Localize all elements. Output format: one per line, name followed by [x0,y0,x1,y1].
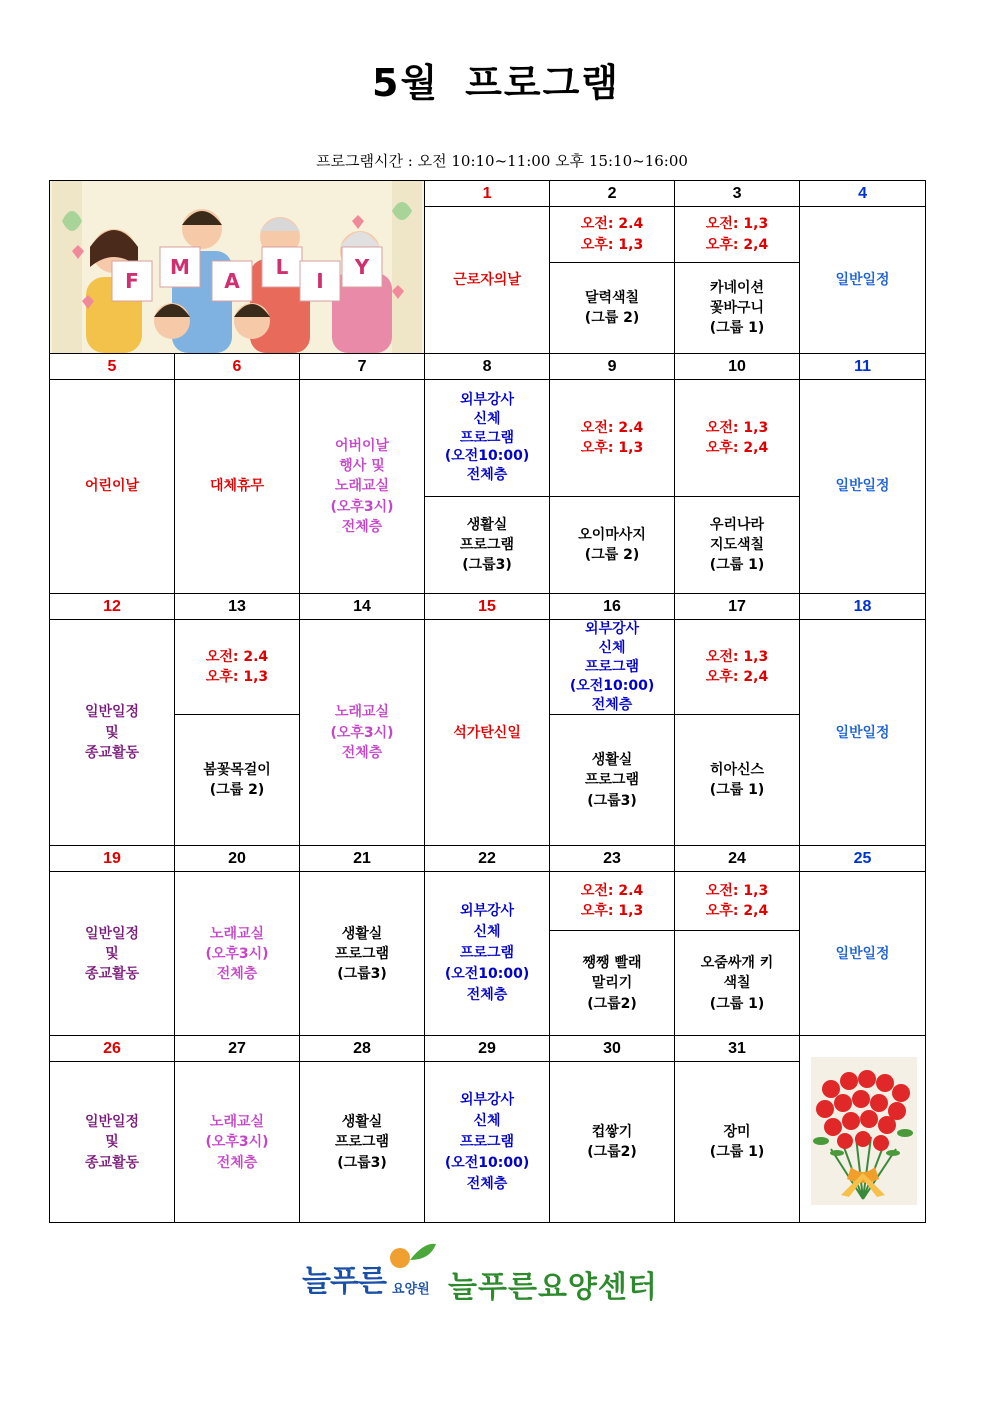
cell-day-22: 외부강사 신체 프로그램 (오전10:00) 전체층 [425,872,550,1036]
cell-day-25: 일반일정 [800,872,926,1036]
day-19: 19 [50,846,175,872]
cell-day-10-schedule: 오전: 1,3 오후: 2,4 [675,380,800,497]
cell-day-19: 일반일정 및 종교활동 [50,872,175,1036]
cell-day-11: 일반일정 [800,380,926,594]
cell-day-16-external: 외부강사 신체 프로그램 (오전10:00) 전체층 [550,620,675,715]
cell-day-24-schedule: 오전: 1,3 오후: 2,4 [675,872,800,931]
cell-day-2-activity: 달력색칠 (그룹 2) [550,263,675,354]
day-30: 30 [550,1036,675,1062]
day-11: 11 [800,354,926,380]
page-title [0,52,992,107]
logo-text: 늘푸른 [302,1264,386,1299]
carnation-image [801,1049,925,1209]
day-31: 31 [675,1036,800,1062]
day-16: 16 [550,594,675,620]
day-20: 20 [175,846,300,872]
center-name: 늘푸른요양센터 [448,1270,658,1305]
day-27: 27 [175,1036,300,1062]
title-word: 프로그램 [465,61,620,105]
letter-f: F [125,269,139,293]
cell-day-13-activity: 봄꽃목걸이 (그룹 2) [175,715,300,846]
cell-day-7: 어버이날 행사 및 노래교실 (오후3시) 전체층 [300,380,425,594]
letter-m: M [170,255,190,279]
day-10: 10 [675,354,800,380]
day-23: 23 [550,846,675,872]
day-21: 21 [300,846,425,872]
cell-day-8-activity: 생활실 프로그램 (그룹3) [425,497,550,594]
cell-day-12: 일반일정 및 종교활동 [50,620,175,846]
cell-day-9-schedule: 오전: 2.4 오후: 1,3 [550,380,675,497]
day-4: 4 [800,181,926,207]
day-25: 25 [800,846,926,872]
cell-day-10-activity: 우리나라 지도색칠 (그룹 1) [675,497,800,594]
cell-day-6: 대체휴무 [175,380,300,594]
cell-day-26: 일반일정 및 종교활동 [50,1062,175,1223]
title-month: 5월 [372,61,440,105]
cell-day-16-activity: 생활실 프로그램 (그룹3) [550,715,675,846]
cell-day-18: 일반일정 [800,620,926,846]
cell-day-20: 노래교실 (오후3시) 전체층 [175,872,300,1036]
cell-day-2-schedule: 오전: 2.4 오후: 1,3 [550,207,675,263]
day-5: 5 [50,354,175,380]
day-2: 2 [550,181,675,207]
day-8: 8 [425,354,550,380]
cell-day-8-external: 외부강사 신체 프로그램 (오전10:00) 전체층 [425,380,550,497]
cell-day-14: 노래교실 (오후3시) 전체층 [300,620,425,846]
letter-a: A [224,269,240,293]
footer-logo [300,1240,680,1310]
cell-day-23-schedule: 오전: 2.4 오후: 1,3 [550,872,675,931]
letter-i: I [316,269,324,293]
day-22: 22 [425,846,550,872]
cell-day-1: 근로자의날 [425,207,550,354]
cell-day-5: 어린이날 [50,380,175,594]
cell-day-24-activity: 오줌싸개 키 색칠 (그룹 1) [675,931,800,1036]
cell-day-4: 일반일정 [800,207,926,354]
cell-day-3-schedule: 오전: 1,3 오후: 2,4 [675,207,800,263]
family-image [52,181,422,353]
cell-day-28: 생활실 프로그램 (그룹3) [300,1062,425,1223]
day-12: 12 [50,594,175,620]
day-6: 6 [175,354,300,380]
day-28: 28 [300,1036,425,1062]
day-18: 18 [800,594,926,620]
cell-day-27: 노래교실 (오후3시) 전체층 [175,1062,300,1223]
cell-day-3-activity: 카네이션 꽃바구니 (그룹 1) [675,263,800,354]
program-time: 프로그램시간 : 오전 10:10~11:00 오후 15:10~16:00 [316,152,688,170]
day-14: 14 [300,594,425,620]
day-29: 29 [425,1036,550,1062]
logo-sub: 요양원 [392,1282,430,1297]
day-17: 17 [675,594,800,620]
day-13: 13 [175,594,300,620]
carnation-illustration [800,1036,926,1223]
cell-day-31: 장미 (그룹 1) [675,1062,800,1223]
calendar-table [49,180,926,1223]
day-7: 7 [300,354,425,380]
day-24: 24 [675,846,800,872]
cell-day-9-activity: 오이마사지 (그룹 2) [550,497,675,594]
cell-day-13-schedule: 오전: 2.4 오후: 1,3 [175,620,300,715]
day-15: 15 [425,594,550,620]
letter-l: L [275,255,289,279]
day-26: 26 [50,1036,175,1062]
day-9: 9 [550,354,675,380]
day-3: 3 [675,181,800,207]
cell-day-17-activity: 히아신스 (그룹 1) [675,715,800,846]
letter-y: Y [354,255,370,279]
cell-day-21: 생활실 프로그램 (그룹3) [300,872,425,1036]
cell-day-15: 석가탄신일 [425,620,550,846]
family-illustration [50,181,425,354]
cell-day-30: 컵쌓기 (그룹2) [550,1062,675,1223]
cell-day-17-schedule: 오전: 1,3 오후: 2,4 [675,620,800,715]
cell-day-29: 외부강사 신체 프로그램 (오전10:00) 전체층 [425,1062,550,1223]
day-1: 1 [425,181,550,207]
cell-day-23-activity: 쨍쨍 빨래 말리기 (그룹2) [550,931,675,1036]
